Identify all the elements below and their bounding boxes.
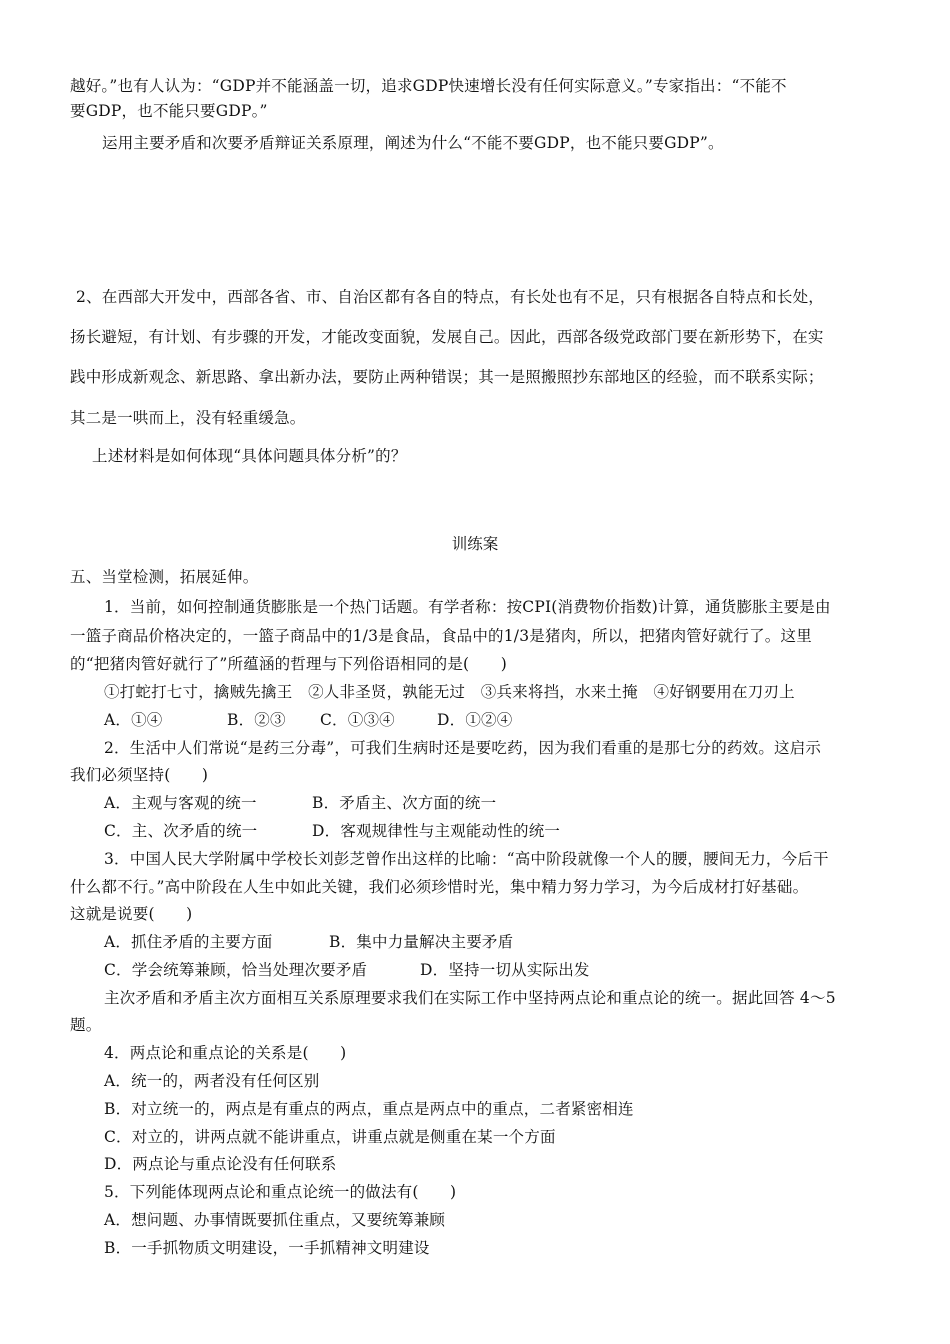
q4-option-a: A．统一的，两者没有任何区别 [104,1072,320,1090]
intro45-line2: 题。 [70,1016,102,1034]
q1-option-a: A．①④ [104,711,163,729]
q1-line2: 一篮子商品价格决定的，一篮子商品中的1/3是食品，食品中的1/3是猪肉，所以，把猪肉管好就行了。这里 [70,627,812,645]
q2-option-c: C．主、次矛盾的统一 [104,822,258,840]
q1-option-d: D．①②④ [437,711,513,729]
q1-line3: 的“把猪肉管好就行了”所蕴涵的哲理与下列俗语相同的是( ) [70,655,507,673]
section2-line2: 扬长避短，有计划、有步骤的开发，才能改变面貌，发展自己。因此，西部各级党政部门要在新形势下，在实 [70,328,824,346]
q3-option-d: D．坚持一切从实际出发 [420,961,590,979]
section-title: 训练案 [451,535,499,553]
q2-option-a: A．主观与客观的统一 [104,794,257,812]
section2-question: 上述材料是如何体现“具体问题具体分析”的？ [92,447,407,465]
section2-line4: 其二是一哄而上，没有轻重缓急。 [70,409,306,427]
section1-line1: 越好。”也有人认为：“GDP并不能涵盖一切，追求GDP快速增长没有任何实际意义。”专家指出：“不能不 [70,77,787,95]
q2-line1: 2．生活中人们常说“是药三分毒”，可我们生病时还是要吃药，因为我们看重的是那七分的药效。这启示 [104,739,822,757]
q3-line3: 这就是说要( ) [70,905,193,923]
q2-line2: 我们必须坚持( ) [70,766,209,784]
q4-option-d: D．两点论与重点论没有任何联系 [104,1155,337,1173]
q3-line2: 什么都不行。”高中阶段在人生中如此关键，我们必须珍惜时光，集中精力努力学习，为今后成材打好基础。 [70,878,809,896]
section-heading: 五、当堂检测，拓展延伸。 [70,568,259,586]
q5-stem: 5．下列能体现两点论和重点论统一的做法有( ) [104,1183,457,1201]
q2-option-d: D．客观规律性与主观能动性的统一 [312,822,561,840]
q1-option-b: B．②③ [227,711,286,729]
q1-items: ①打蛇打七寸，擒贼先擒王 ②人非圣贤，孰能无过 ③兵来将挡，水来土掩 ④好钢要用在刀刃上 [104,683,795,701]
q4-option-c: C．对立的，讲两点就不能讲重点，讲重点就是侧重在某一个方面 [104,1128,556,1146]
q5-option-a: A．想问题、办事情既要抓住重点，又要统筹兼顾 [104,1211,446,1229]
q2-option-b: B．矛盾主、次方面的统一 [312,794,497,812]
intro45-line1: 主次矛盾和矛盾主次方面相互关系原理要求我们在实际工作中坚持两点论和重点论的统一。据此回答 4～5 [104,989,836,1007]
section1-line2: 要GDP，也不能只要GDP。” [70,102,268,120]
section1-question: 运用主要矛盾和次要矛盾辩证关系原理，阐述为什么“不能不要GDP，也不能只要GDP”。 [102,134,724,152]
q3-option-a: A．抓住矛盾的主要方面 [104,933,273,951]
q3-line1: 3．中国人民大学附属中学校长刘彭芝曾作出这样的比喻：“高中阶段就像一个人的腰，腰间无力，今后干 [104,850,829,868]
q4-option-b: B．对立统一的，两点是有重点的两点，重点是两点中的重点，二者紧密相连 [104,1100,634,1118]
q3-option-b: B．集中力量解决主要矛盾 [329,933,514,951]
q4-stem: 4．两点论和重点论的关系是( ) [104,1044,347,1062]
section2-line1: 2、在西部大开发中，西部各省、市、自治区都有各自的特点，有长处也有不足，只有根据各自特点和长处， [76,288,824,306]
section2-line3: 践中形成新观念、新思路、拿出新办法，要防止两种错误；其一是照搬照抄东部地区的经验，而不联系实际； [70,368,824,386]
q5-option-b: B．一手抓物质文明建设，一手抓精神文明建设 [104,1239,430,1257]
q1-option-c: C．①③④ [320,711,395,729]
q1-line1: 1．当前，如何控制通货膨胀是一个热门话题。有学者称：按CPI(消费物价指数)计算，通货膨胀主要是由 [104,598,831,616]
q3-option-c: C．学会统筹兼顾，恰当处理次要矛盾 [104,961,368,979]
